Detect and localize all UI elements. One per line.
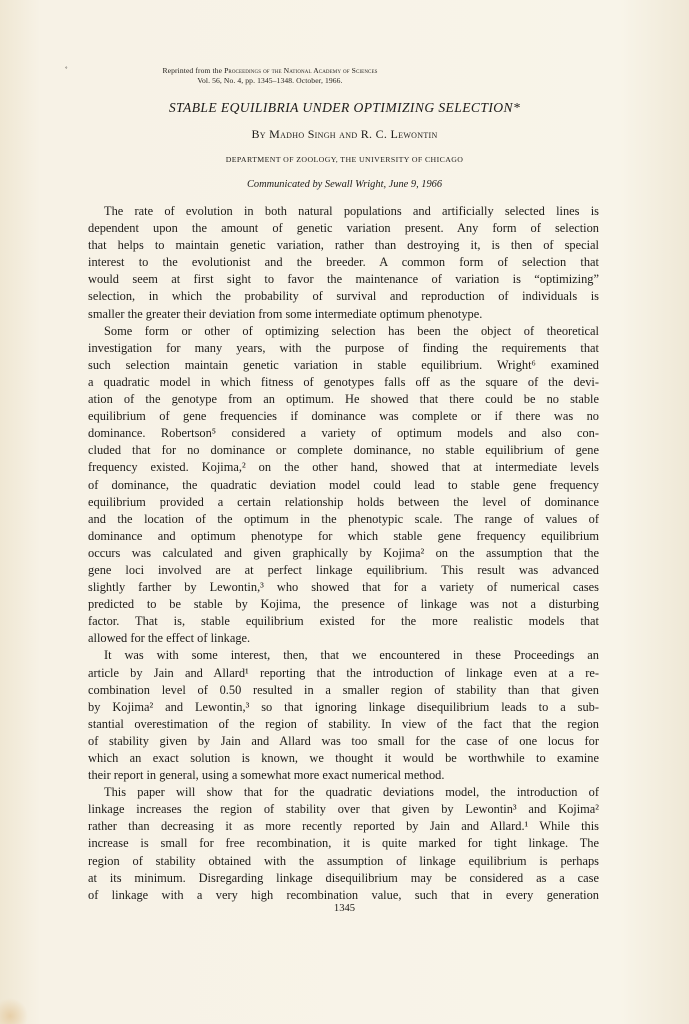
body-text bbox=[88, 203, 599, 904]
paper-title: STABLE EQUILIBRIA UNDER OPTIMIZING SELECTION* bbox=[168, 100, 521, 115]
text-line: stantial overestimation of the region of stability. In view of the fact that the region bbox=[88, 716, 599, 731]
text-line: combination level of 0.50 resulted in a smaller region of stability than that given bbox=[88, 682, 599, 697]
text-line: that helps to maintain genetic variation, rather than destroying it, is then of special bbox=[88, 238, 599, 253]
reprint-prefix: Reprinted from the bbox=[162, 66, 225, 75]
paper-authors: By Madho Singh and R. C. Lewontin bbox=[251, 127, 438, 141]
text-line: smaller the greater their deviation from some intermediate optimum phenotype. bbox=[88, 306, 483, 321]
paper-stain bbox=[0, 994, 40, 1024]
text-line: linkage increases the region of stability over that given by Lewontin³ and Kojima² bbox=[88, 802, 599, 817]
text-line: Some form or other of optimizing selection has been the object of theoretical bbox=[104, 323, 599, 338]
communicated-by: Communicated by Sewall Wright, June 9, 1966 bbox=[246, 179, 443, 190]
text-line: increase is small for free recombination, it is quite marked for tight linkage. The bbox=[88, 836, 599, 851]
text-line: predicted to be stable by Kojima, the presence of linkage was not a disturbing bbox=[88, 597, 599, 612]
text-line: which an exact solution is known, we thought it would be worthwhile to examine bbox=[88, 751, 599, 765]
text-line: This paper will show that for the quadratic deviations model, the introduction of bbox=[104, 785, 599, 800]
text-line: investigation for many years, with the purpose of finding the requirements that bbox=[88, 340, 599, 355]
text-line: interest to the evolutionist and the breeder. A common form of selection that bbox=[88, 255, 599, 270]
text-line: cluded that for no dominance or complete dominance, no stable equilibrium of gene bbox=[88, 443, 599, 458]
text-line: selection, in which the probability of survival and reproduction of individuals is bbox=[88, 289, 599, 304]
text-line: a quadratic model in which fitness of genotypes falls off as the square of the devi- bbox=[88, 374, 599, 389]
text-line: article by Jain and Allard¹ reporting that the introduction of linkage even at a re- bbox=[88, 665, 599, 680]
text-line: dominance and optimum phenotype for which stable gene frequency equilibrium bbox=[88, 528, 599, 543]
text-line: occurs was calculated and given graphically by Kojima² on the assumption that the bbox=[88, 545, 599, 560]
text-line: It was with some interest, then, that we encountered in these Proceedings an bbox=[104, 648, 599, 663]
volume-info: Vol. 56, No. 4, pp. 1345–1348. October, 1966. bbox=[197, 76, 343, 85]
text-line: factor. That is, stable equilibrium existed for the more realistic models that bbox=[88, 614, 599, 629]
text-line: frequency existed. Kojima,² on the other hand, showed that at intermediate levels bbox=[88, 460, 599, 475]
text-line: dominance. Robertson⁵ considered a variety of optimum models and also con- bbox=[88, 426, 599, 441]
text-line: gene loci involved are at perfect linkage equilibrium. This result was advanced bbox=[88, 562, 599, 577]
margin-mark: ˚ bbox=[65, 66, 68, 75]
text-line: region of stability obtained with the assumption of linkage equilibrium is perhaps bbox=[88, 853, 599, 868]
text-line: rather than decreasing it as more recently reported by Jain and Allard.¹ While this bbox=[88, 819, 599, 834]
text-line: of stability given by Jain and Allard was too small for the case of one locus for bbox=[88, 733, 599, 748]
text-line: equilibrium of gene frequencies if dominance was complete or if there was no bbox=[88, 409, 599, 424]
text-line: equilibrium provided a certain relationship holds between the level of dominance bbox=[88, 494, 599, 509]
text-line: of dominance, the quadratic deviation model could lead to stable gene frequency bbox=[88, 477, 599, 492]
reprint-notice bbox=[0, 66, 540, 86]
text-line: would seem at first sight to favor the maintenance of variation is “optimizing” bbox=[88, 272, 599, 287]
text-line: by Kojima² and Lewontin,³ so that ignoring linkage disequilibrium leads to a sub- bbox=[88, 699, 599, 714]
text-line: slightly farther by Lewontin,³ who showed that for a variety of numerical cases bbox=[88, 580, 599, 595]
text-line: dependent upon the amount of genetic variation present. Any form of selection bbox=[88, 221, 599, 236]
reprint-source bbox=[0, 66, 540, 76]
author-affiliation: DEPARTMENT OF ZOOLOGY, THE UNIVERSITY OF CHICAGO bbox=[225, 155, 464, 164]
page-number: 1345 bbox=[333, 903, 356, 914]
text-line: and the location of the optimum in the phenotypic scale. The range of values of bbox=[88, 511, 599, 526]
text-line: The rate of evolution in both natural populations and artificially selected lines is bbox=[104, 204, 599, 218]
text-line: such selection maintain genetic variation in stable equilibrium. Wright⁶ examined bbox=[88, 357, 599, 372]
text-line: of linkage with a very high recombination value, such that in every generation bbox=[88, 887, 599, 902]
reprint-journal: Proceedings of the National Academy of Sciences bbox=[224, 66, 378, 75]
text-line: at its minimum. Disregarding linkage disequilibrium may be considered as a case bbox=[88, 870, 599, 885]
text-line: ation of the genotype from an optimum. He showed that there could be no stable bbox=[88, 392, 599, 407]
text-line: allowed for the effect of linkage. bbox=[88, 631, 251, 646]
text-line: their report in general, using a somewhat more exact numerical method. bbox=[88, 768, 445, 783]
